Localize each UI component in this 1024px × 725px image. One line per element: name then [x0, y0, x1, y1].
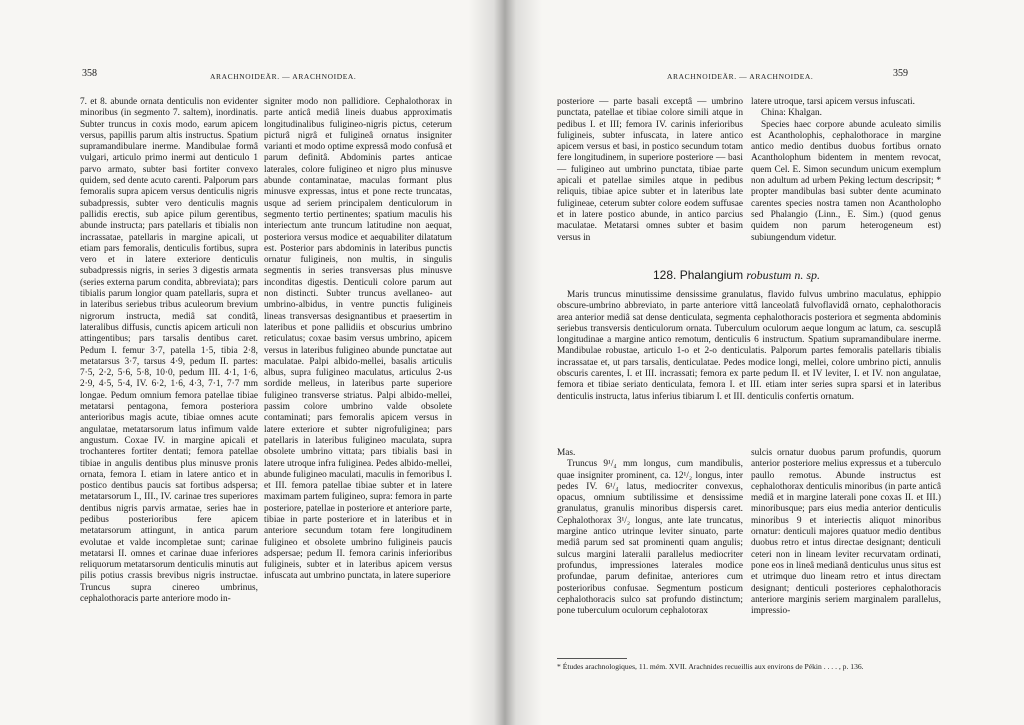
right-col4-paragraph: sulcis ornatur duobus parum profundis, quorum anterior posteriore melius expressus et a tuberculo paullo remotus. Abunde instructus est cephalothorax denticulis minoribus (in parte anticâ mediâ et in margine laterali pone coxas II. et III.) minoribusque; pars eius media anterior denticulis minoribus 9 et interiectis aliquot minoribus ornatur: denticuli majores quatuor medio dentibus duobus retro et intus directae designant; denticuli ceteri non in lineam leviter recurvatam ordinati, pone eos in lineâ medianâ denticulus unus situs est et utrimque duo lineam retro et intus directam designant; denticuli posteriores cephalothoracis anteriore marginis seriem marginalem parallelus, impressio- — [751, 448, 941, 617]
right-column-2 — [751, 97, 941, 244]
right-full-paragraph: Maris truncus minutissime densissime granulatus, flavido fulvus umbrino maculatus, ephippio obscure-umbrino abbreviato, in parte anteriore vittâ lanceolatâ fulvoflavidâ ornato, cephalothoracis area anterior mediâ sat dense denticulata, segmenta cephalothoracis posteriora et segmenta abdominis seriebus transversis denticulorum ornata. Tuberculum oculorum aeque longum ac latum, ca. sescuplâ longitudinae a margine antico remotum, denticulis 6 instructum. Spatium supramandibulare inerme. Mandibulae robustae, articulo 1-o et 2-o denticulatis. Palporum partes femoralis patellaris tibialis incrassatae et, ut pars tarsalis, denticulatae. Pedes modice longi, mellei, colore umbrino picti, annulis obscuris carentes, I. et III. incrassati; femora ex parte pedum II. et IV leviter, I. et IV. non angulatae, femora et tibiae seriato denticulata, femora I. et III. etiam inter series supra sparsi et in lateribus denticulis instructa, latus inferius tibiarum I. et III. denticulis confertis ornatum. — [557, 290, 941, 402]
section-heading — [653, 268, 820, 283]
right-col2-paragraph-2: China: Khalgan. — [761, 108, 822, 119]
right-page-number: 359 — [893, 68, 908, 79]
left-page — [0, 0, 505, 725]
section-title: Phalangium — [679, 268, 744, 282]
left-page-number: 358 — [82, 68, 97, 79]
left-col2-paragraph: signiter modo non pallidiore. Cephalothorax in parte anticâ mediâ lineis duabus approximatis longitudinalibus fuligineo-nigris pictus, ceterum picturâ nigrâ et fuligineâ ornatus insigniter varianti et modo optime expressâ modo confusâ et parum definitâ. Abdominis partes anticae laterales, colore fuligineo et nigro plus minusve abunde contaminatae, maculas formant plus minusve expressas, intus et pone recte truncatas, usque ad seriem principalem denticulorum in segmento tertio pertinentes; spatium maculis his interiectum ante truncum latitudine non aequat, posteriora versus modice et aequabiliter dilatatum est. Posterior pars abdominis in lateribus punctis ornatur fuligineis, non multis, in singulis segmentis in series transversas plus minusve inconditas digestis. Denticuli colore parum aut non distincti. Subter truncus avellaneo- aut umbrino-albidus, in ventre punctis fuligineis lineas transversas designantibus et praesertim in lateribus et pone pallidiis et obscurius umbrino reticulatus; coxae basim versus umbrino, apicem versus in lateribus fuligineo abunde punctatae aut maculatae. Palpi albido-mellei, basalis articulis albus, supra fuligineo maculatus, articulus 2-us sordide melleus, in lateribus parte superiore fuligineo transverse striatus. Palpi albido-mellei, passim colore umbrino valde obsolete contaminati; pars femoralis apicem versus in latere exteriore et subter nigrofuliginea; pars patellaris in lateribus fuligineo maculata, supra obsolete umbrino vittata; pars tibialis basi in latere utroque infra fuliginea. Pedes albido-mellei, abunde fuligineo maculati, maculis in femoribus I. et III. femora patellae tibiae subter et in latere maximam partem fuligineo, supra: femora in parte posteriore, patellae in posteriore et anteriore parte, tibiae in parte posteriore et in lateribus et in anteriore secundum totam fere longitudinem fuligineo et obsolete umbrino fuligineis paucis adspersae; pedum II. femora carinis inferioribus fuligineis, subter et in lateribus apicem versus infuscata aut umbrino punctata, in latere superiore — [264, 97, 452, 582]
footnote: * Études arachnologiques, 11. mém. XVII. Arachnides recueillis aux environs de Pékin . . . . , p. 136. — [557, 662, 864, 671]
right-column-3 — [557, 448, 743, 617]
right-col2-paragraph-1: latere utroque, tarsi apicem versus infuscati. — [751, 97, 915, 107]
footnote-rule — [557, 658, 627, 659]
right-col1-paragraph: posteriore — parte basali exceptâ — umbrino punctata, patellae et tibiae colore simili atque in pedibus I. et III; femora IV. carinis inferioribus fuligineis, subter infuscata, in latere antico apicem versus et basi, in postico secundum totam fere longitudinem, in superiore posteriore — basi — fuligineo aut umbrino punctata, tibiae parte apicali et patellae similes atque in pedibus reliquis, tibiae apice subter et in lateribus late fuligineae, ceterum subter colore eodem suffusae et in latere postico abunde, in antico parcius maculatae. Metatarsi omnes subter et basim versus in — [557, 97, 743, 243]
section-number: 128. — [653, 268, 677, 282]
right-col2-paragraph-3: Species haec corpore abunde aculeato similis est Acantholophis, cephalothorace in margine antico medio dentibus duobus fortibus ornato Acantholophum bidentem in mentem revocat, quem Cel. E. Simon secundum unicum exemplum non adultum ad urbem Peking lectum descripsit; * propter mandibulas basi subter dente acuminato carentes species nostra tamen non Acantholopho sed Phalangio (Linn., E. Sim.) (quod genus quidem non parum heterogeneum est) subiungendum videtur. — [751, 119, 941, 243]
left-running-head: ARACHNOIDEÄR. — ARACHNOIDEA. — [210, 72, 357, 81]
right-column-4 — [751, 448, 941, 617]
left-column-1 — [80, 97, 258, 605]
right-col3-paragraph-2: Truncus 9¹/₄ mm longus, cum mandibulis, quae insigniter prominent, ca. 12¹/₂ longus, inter pedes IV. 6¹/₄ latus, mediocriter convexus, opacus, omnium subtilissime et densissime granulatus, granulis minoribus dispersis caret. Cephalothorax 3¹/₂ longus, ante late truncatus, margine antico utrinque leviter sinuato, parte mediâ parum sed sat prominenti quam angulis; sulcus margini lateralii parallelus mediocriter profundus, impressiones laterales modice profundae, parum definitae, anteriores cum posterioribus confusae. Segmentum posticum cephalothoracis sulco sat profundo distinctum; pone tuberculum oculorum cephalotorax — [557, 459, 743, 617]
left-column-2 — [264, 97, 452, 583]
right-col3-paragraph-1: Mas. — [557, 448, 576, 458]
right-running-head: ARACHNOIDEÄR. — ARACHNOIDEA. — [667, 72, 814, 81]
left-col1-paragraph: 7. et 8. abunde ornata denticulis non evidenter minoribus (in segmento 7. saltem), inordinatis. Subter truncus in coxis modo, earum apicem versus, papillis parum altis instructus. Spatium supramandibulare inerme. Mandibulae formâ vulgari, articulo primo inermi aut denticulo 1 parvo armato, subter basi fortiter convexo quidem, sed dente acuto carenti. Palporum pars femoralis supra apicem versus denticulis nigris subadpressis, subter vero denticulis magnis pallidis erectis, sub apice pilum gerentibus, abunde instructa; pars patellaris et tibialis non incrassatae, patellaris in margine apicali, ut etiam pars femoralis, denticulis fortibus, supra vero et in latere exteriore denticulis subadpressis nigris, in series 3 digestis armata (series externa parum condita, abbreviata); pars tibialis parum longior quam patellaris, supra et in lateribus seriebus tribus aculeorum brevium nigrorum instructa, mediâ sat conditâ, lateralibus diffusis, cunctis apicem articuli non attingentibus; pars tarsalis dentibus caret. Pedum I. femur 3·7, patella 1·5, tibia 2·8, metatarsus 3·7, tarsus 4·9, pedum II. partes: 7·5, 2·2, 5·6, 5·8, 10·0, pedum III. 4·1, 1·6, 2·9, 4·5, 5·4, IV. 6·2, 1·6, 4·3, 7·1, 7·7 mm longae. Pedum omnium femora patellae tibiae metatarsi pentagona, femora posteriora anterioribus magis acute, tibiae omnes acute angulatae, metatarsorum latus infimum valde angustum. Coxae IV. in margine apicali et trochanteres fortiter dentati; femora patellae tibiae in angulis dentibus plus minusve pronis ornata, femora I. etiam in latere antico et in postico dentibus paucis sat fortibus adspersa; metatarsorum I., III., IV. carinae tres superiores dentibus nigris parvis armatae, series hae in pedibus posterioribus fere apicem metatarsorum attingunt, in antica parum evolutae et valde incompletae sunt; carinae metatarsi II. omnes et carinae duae inferiores reliquorum metatarsorum denticulis minutis aut pilis potius crassis brevibus nigris instructae. Truncus supra cinereo umbrinus, cephalothoracis parte anteriore modo in- — [80, 97, 258, 605]
right-page — [505, 0, 1024, 725]
section-species: robustum n. sp. — [746, 268, 820, 282]
right-full-width-text — [557, 290, 941, 403]
right-column-1 — [557, 97, 743, 244]
